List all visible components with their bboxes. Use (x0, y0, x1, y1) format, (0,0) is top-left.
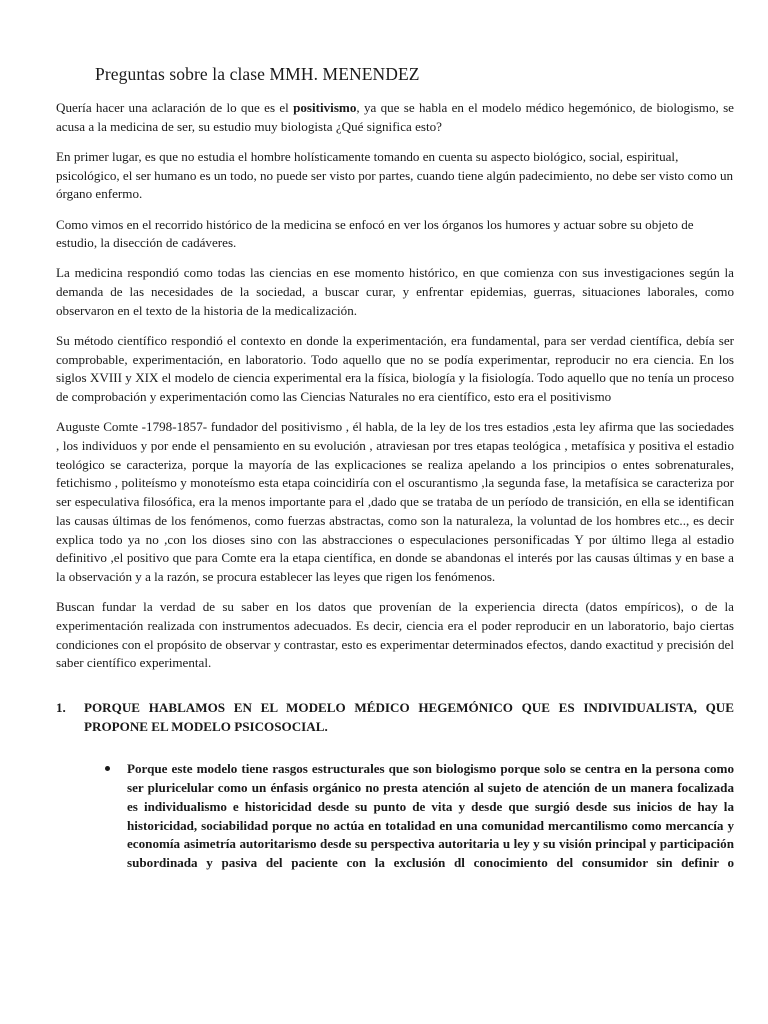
document-page (56, 64, 734, 873)
bullet-dot-icon (56, 760, 127, 872)
intro-text-before: Quería hacer una aclaración de lo que es el (56, 100, 294, 115)
answer-bullet-list (56, 760, 734, 872)
question-number: 1. (56, 699, 66, 715)
list-item (56, 760, 734, 872)
paragraph-medicine-response: La medicina respondió como todas las ciencias en ese momento histórico, en que comienza con sus investigaciones según la demanda de las necesidades de la sociedad, a buscar curar, y enfrentar epidemias, guerras, situaciones laborales, como observaron en el texto de la historia de la medicalización. (56, 265, 734, 318)
answer-text: Porque este modelo tiene rasgos estructurales que son biologismo porque solo se centra en la persona como ser pluricelular como un énfasis orgánico no presta atención al sujeto de atención de un manera focalizada es individualismo e historicidad desde su punto de vita y desde que surgió desde sus inicios de hay la historicidad, sociabilidad porque no actúa en totalidad en una comunidad mercantilismo como mercancía y economía asimetría autoritarismo desde su perspectiva autoritaria u ley y su visión principal y participación subordinada y pasiva del paciente con la exclusión dl conocimiento del consumidor sin definir o (127, 761, 734, 870)
intro-paragraph (56, 99, 734, 136)
paragraph-auguste-comte: Auguste Comte -1798-1857- fundador del positivismo , él habla, de la ley de los tres estadios ,esta ley afirma que las sociedades , los individuos y por ende el pensamiento en su evolución , atraviesan por tres etapas teológica , metafísica y positiva el estadio teológico se caracteriza, porque la mayoría de las explicaciones se realiza apelando a los principios o entes sobrenaturales, fetichismo , politeísmo y monoteísmo esta etapa coincidiría con el oscurantismo ,la segunda fase, la metafísica se caracteriza por ser especulativa filosófica, era la menos importante para el ,dado que se trataba de un período de transición, en ella se identifican las causas últimas de los fenómenos, como fuerzas abstractas, como son la naturaleza, la voluntad de los hombres etc.., es decir explica todo ya no ,con los dioses sino con las abstracciones o especulaciones personificadas Y por último llega al estadio definitivo ,el positivo que para Comte era la etapa científica, en donde se abandonas el interés por las causas últimas y en base a la observación y a la razón, se procura establecer las leyes que rigen los fenómenos. (56, 419, 734, 584)
paragraph-historical-route: Como vimos en el recorrido histórico de la medicina se enfocó en ver los órganos los humores y actuar sobre su objeto de estudio, la disección de cadáveres. (56, 216, 694, 251)
question-text: PORQUE HABLAMOS EN EL MODELO MÉDICO HEGEMÓNICO QUE ES INDIVIDUALISTA, QUE PROPONE EL MODELO PSICOSOCIAL. (84, 699, 734, 734)
document-title: Preguntas sobre la clase MMH. MENENDEZ (95, 64, 420, 84)
intro-text-after: , ya que se habla en el modelo médico hegemónico, de biologismo, se acusa a la medicina de ser, su estudio muy biologista ¿Qué significa esto? (56, 100, 734, 134)
question-1 (56, 699, 734, 736)
paragraph-holistic: En primer lugar, es que no estudia el hombre holísticamente tomando en cuenta su aspecto biológico, social, espiritual, psicológico, el ser humano es un todo, no puede ser visto por partes, cuando tiene algún padecimiento, no debe ser visto como un órgano enfermo. (56, 148, 734, 202)
paragraph-scientific-method: Su método científico respondió el contexto en donde la experimentación, era fundamental, para ser verdad científica, debía ser comprobable, experimentación, en laboratorio. Todo aquello que no se podía experimentar, reproducir no era ciencia. En los siglos XVIII y XIX el modelo de ciencia experimental era la física, biología y la fisiología. Todo aquello que no tenía un proceso de comprobación y experimentación como las Ciencias Naturales no era científico, esto era el positivismo (56, 333, 734, 405)
paragraph-empirical-truth: Buscan fundar la verdad de su saber en los datos que provenían de la experiencia directa (datos empíricos), o de la experimentación realizada con instrumentos adecuados. Es decir, ciencia era el poder reproducir en un laboratorio, bajo ciertas condiciones con el propósito de observar y contrastar, esto es experimentar determinados efectos, dando exactitud y precisión del saber científico experimental. (56, 599, 734, 671)
intro-keyword-positivismo: positivismo (293, 100, 357, 115)
